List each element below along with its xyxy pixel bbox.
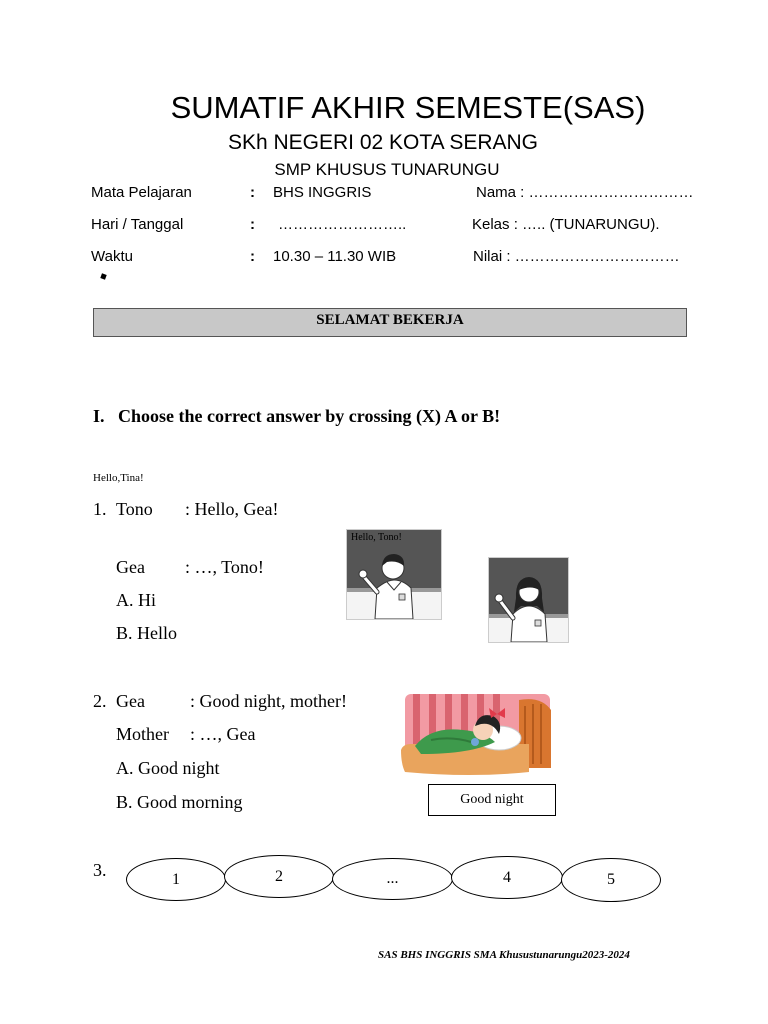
q1-line1: : Hello, Gea! <box>185 499 279 519</box>
gea-illustration <box>489 558 568 642</box>
instruction-text: Choose the correct answer by crossing (X) A or B! <box>118 406 501 426</box>
q2-option-b[interactable]: B. Good morning <box>116 792 243 812</box>
name-field: Nama : …………………………… <box>476 184 694 201</box>
sleeping-illustration <box>401 692 554 778</box>
exam-title: SUMATIF AKHIR SEMESTE(SAS) <box>170 90 646 125</box>
time-colon: : <box>250 248 255 265</box>
q1-number: 1. <box>93 499 107 519</box>
score-field: Nilai : …………………………… <box>473 248 680 265</box>
class-field: Kelas : ….. (TUNARUNGU). <box>472 216 660 233</box>
q3-number: 3. <box>93 860 107 880</box>
sequence-oval-4: 4 <box>451 856 563 899</box>
q2-number: 2. <box>93 691 107 711</box>
sequence-oval-2: 2 <box>224 855 334 898</box>
q1-speaker2: Gea <box>116 557 145 577</box>
q1-line2: : …, Tono! <box>185 557 264 577</box>
section-instruction <box>93 406 500 427</box>
bullet-mark <box>100 273 106 279</box>
subject-colon: : <box>250 184 255 201</box>
page-footer: SAS BHS INGGRIS SMA Khusustunarungu2023-2024 <box>378 949 630 961</box>
time-label: Waktu <box>91 248 133 265</box>
gea-waving-picture <box>488 557 569 643</box>
q2-line1: : Good night, mother! <box>190 691 347 711</box>
tono-waving-picture <box>346 529 442 620</box>
school-level: SMP KHUSUS TUNARUNGU <box>274 160 500 179</box>
school-name: SKh NEGERI 02 KOTA SERANG <box>227 131 539 154</box>
q1-option-b[interactable]: B. Hello <box>116 623 177 643</box>
q2-option-a[interactable]: A. Good night <box>116 758 220 778</box>
subject-value: BHS INGGRIS <box>273 184 372 201</box>
good-night-caption: Good night <box>428 784 556 816</box>
sequence-oval-5: 5 <box>561 858 661 902</box>
stray-text: Hello,Tina! <box>93 472 144 484</box>
sequence-oval-3: ... <box>332 858 453 900</box>
tono-illustration <box>347 530 441 619</box>
section-number: I. <box>93 406 105 426</box>
time-value: 10.30 – 11.30 WIB <box>273 248 397 265</box>
q1-option-a[interactable]: A. Hi <box>116 590 156 610</box>
sequence-oval-1: 1 <box>126 858 226 901</box>
tono-picture-caption: Hello, Tono! <box>351 532 402 543</box>
q2-line2: : …, Gea <box>190 724 256 744</box>
q2-speaker1: Gea <box>116 691 145 711</box>
date-value: …………………….. <box>278 216 407 233</box>
q2-speaker2: Mother <box>116 724 169 744</box>
gea-sleeping-picture <box>401 692 554 778</box>
subject-label: Mata Pelajaran <box>91 184 192 201</box>
q1-speaker1: Tono <box>116 499 153 519</box>
banner: SELAMAT BEKERJA <box>93 308 687 337</box>
date-label: Hari / Tanggal <box>91 216 184 233</box>
date-colon: : <box>250 216 255 233</box>
